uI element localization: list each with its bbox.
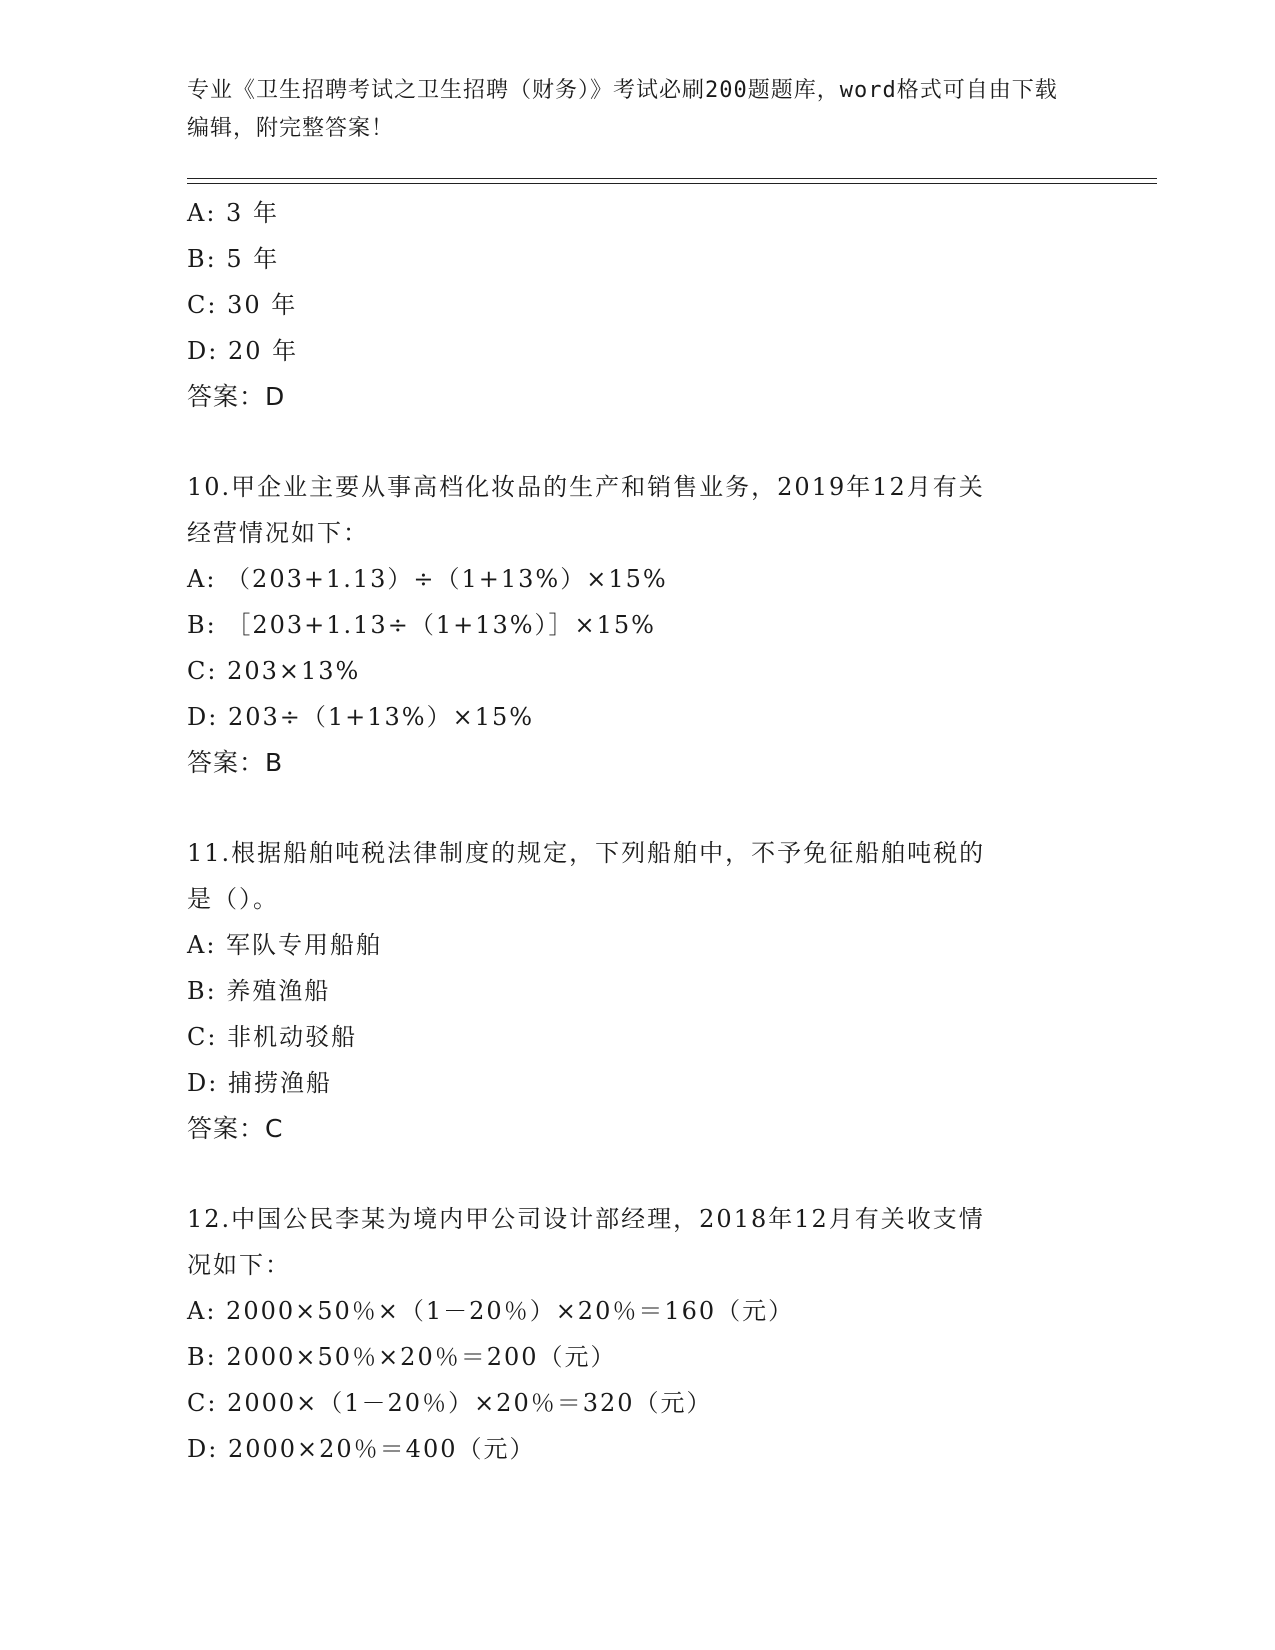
- option-c: C: 30 年: [187, 291, 298, 319]
- option-d: D: 203÷（1+13%）×15%: [187, 703, 535, 731]
- option-c: C: 203×13%: [187, 657, 361, 685]
- question-10: [187, 464, 1087, 786]
- question-stem-line: 11.根据船舶吨税法律制度的规定，下列船舶中，不予免征船舶吨税的: [187, 839, 986, 867]
- option-b: B: 5 年: [187, 245, 280, 273]
- option-c: C: 2000×（1－20％）×20％＝320（元）: [187, 1389, 713, 1417]
- option-c: C: 非机动驳船: [187, 1023, 358, 1051]
- spacer: [187, 420, 1087, 464]
- question-11: [187, 830, 1087, 1152]
- question-12: [187, 1196, 1087, 1472]
- question-stem-line: 是（）。: [187, 885, 279, 913]
- option-a: A: （203+1.13）÷（1+13%）×15%: [187, 565, 668, 593]
- spacer: [187, 786, 1087, 830]
- question-stem-line: 12.中国公民李某为境内甲公司设计部经理，2018年12月有关收支情: [187, 1205, 985, 1233]
- question-stem-line: 况如下：: [187, 1251, 291, 1279]
- document-header: 专业《卫生招聘考试之卫生招聘（财务）》考试必刷200题题库，word格式可自由下载编辑，附完整答案！: [187, 78, 1058, 141]
- option-a: A: 2000×50％×（1－20％）×20％＝160（元）: [187, 1297, 795, 1325]
- answer-label: 答案：B: [187, 748, 284, 777]
- question-stem-line: 10.甲企业主要从事高档化妆品的生产和销售业务，2019年12月有关: [187, 473, 985, 501]
- option-d: D: 20 年: [187, 337, 299, 365]
- answer-label: 答案：D: [187, 382, 286, 411]
- question-9: [187, 190, 1087, 420]
- header-divider-top: [187, 178, 1157, 179]
- question-stem-line: 经营情况如下：: [187, 519, 369, 547]
- option-a: A: 军队专用船舶: [187, 931, 383, 959]
- spacer: [187, 1152, 1087, 1196]
- option-b: B: 养殖渔船: [187, 977, 331, 1005]
- question-list: [187, 190, 1087, 1472]
- option-d: D: 捕捞渔船: [187, 1069, 332, 1097]
- option-b: B: ［203+1.13÷（1+13%）］×15%: [187, 611, 656, 639]
- option-d: D: 2000×20％＝400（元）: [187, 1435, 536, 1463]
- option-b: B: 2000×50％×20％＝200（元）: [187, 1343, 617, 1371]
- option-a: A: 3 年: [187, 199, 279, 227]
- header-divider-bottom: [187, 183, 1157, 184]
- answer-label: 答案：C: [187, 1114, 284, 1143]
